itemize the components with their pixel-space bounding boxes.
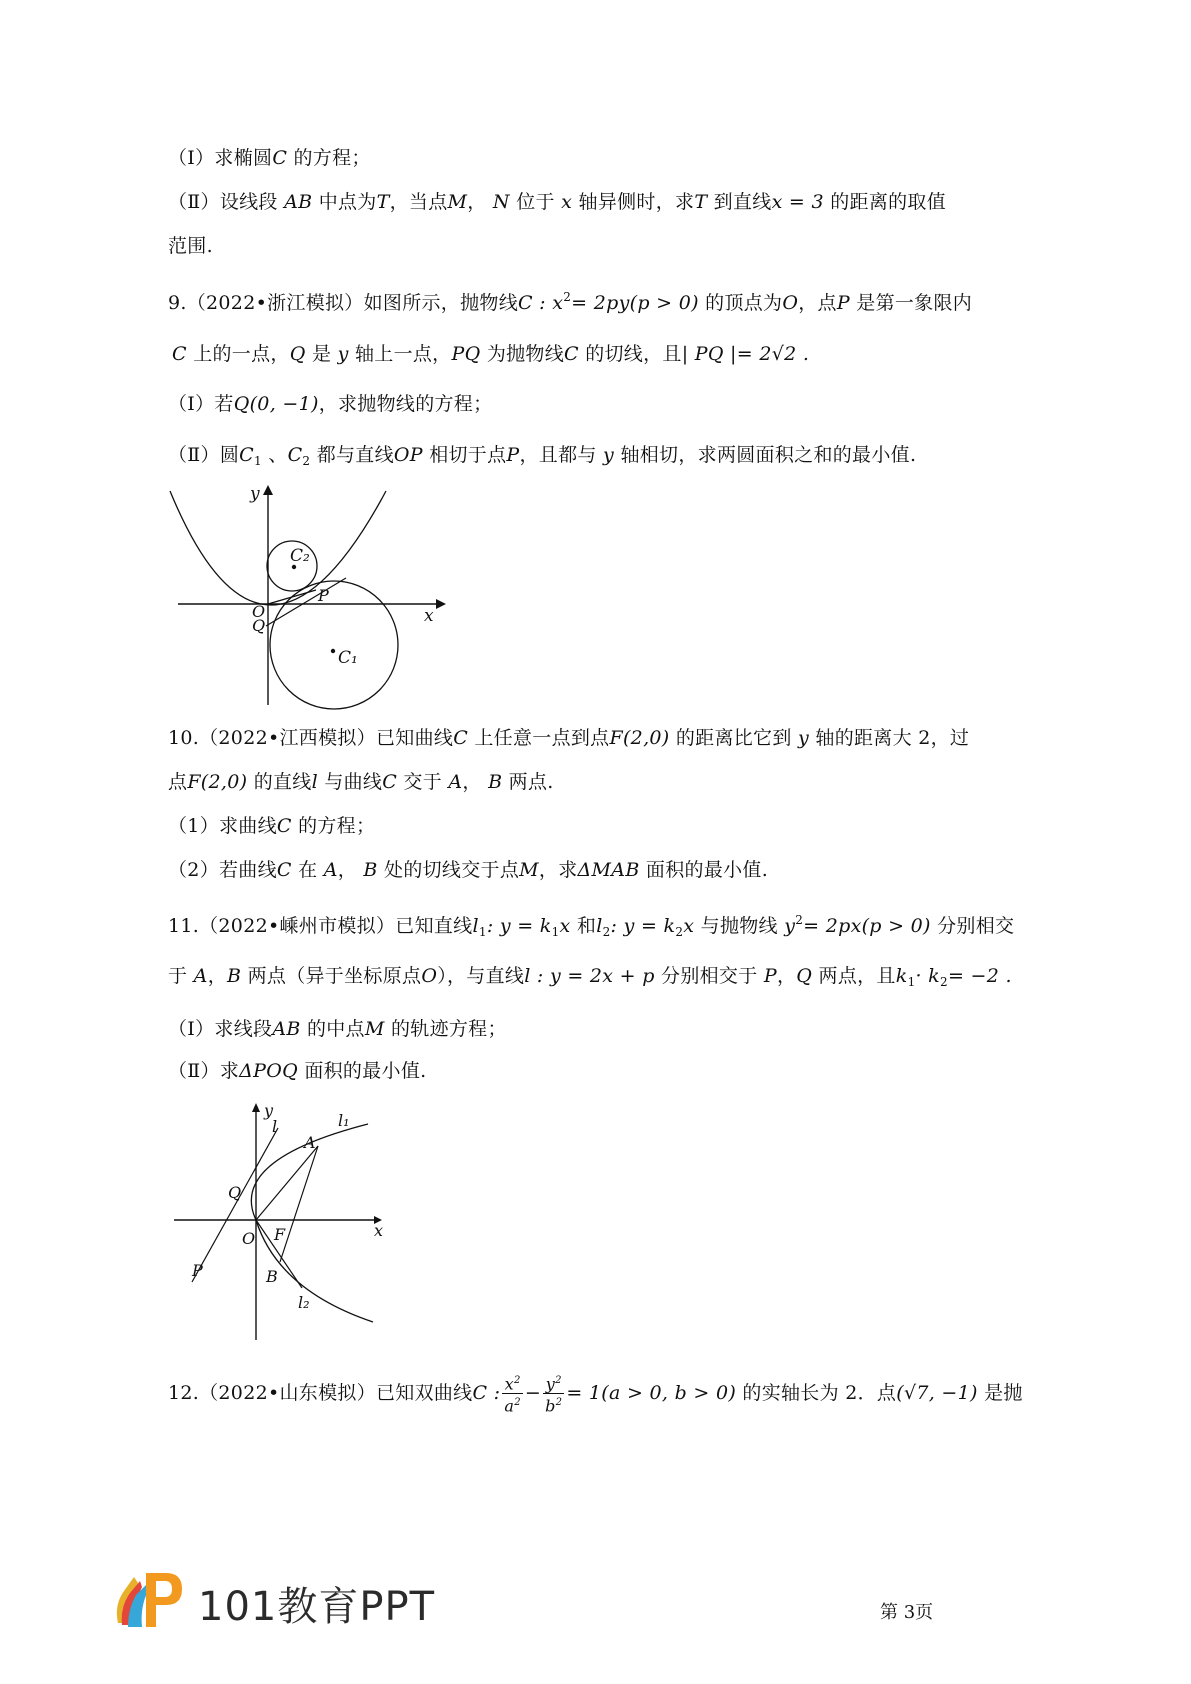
text: 与抛物线 (700, 915, 778, 937)
text: 的方程； (298, 815, 376, 837)
q11-part2 (168, 1058, 426, 1084)
q11-stem-line2 (168, 963, 1012, 995)
text: ，求抛物线的方程； (318, 393, 493, 415)
math-l1: l (472, 915, 479, 937)
math-k1: k (895, 965, 908, 987)
text: 上的一点， (193, 343, 290, 365)
text: ， (337, 859, 358, 881)
text: 、 (268, 444, 288, 466)
fraction-x2-a2: $\frac{x^2}{a^2}$ (502, 1372, 523, 1416)
math-C: C (382, 771, 398, 793)
math-B: B (227, 965, 242, 987)
math-C: C (276, 859, 292, 881)
sub-1: 1 (551, 925, 560, 939)
brand-logo-icon (110, 1565, 190, 1635)
math-x: x (504, 1374, 514, 1394)
math-C: C (172, 343, 187, 365)
q8-part2-cont (168, 233, 213, 259)
q10-stem-line1 (168, 725, 969, 751)
fig2-label-O: O (242, 1229, 256, 1248)
math-C2: C (287, 444, 303, 466)
text: 轴上一点， (354, 343, 452, 365)
text: 的切线，且 (585, 343, 682, 365)
math-P: P (763, 965, 777, 987)
math-O: O (421, 965, 438, 987)
fig2-label-B: B (266, 1267, 278, 1286)
fraction-y2-b2: $\frac{y^2}{b^2}$ (543, 1372, 564, 1416)
text: ，当点 (389, 191, 448, 213)
math-Q: Q (796, 965, 813, 987)
math-l1-eq: : y = k (486, 915, 552, 937)
text: 是第一象限内 (856, 292, 973, 314)
math-x-eq-3: x = 3 (771, 191, 824, 213)
page-number: 第 3页 (880, 1602, 934, 1623)
text: 12.（2022•山东模拟）已知双曲线 (168, 1381, 473, 1404)
text: 9.（2022•浙江模拟）如图所示，抛物线 (168, 292, 518, 314)
text: 范围. (168, 235, 213, 257)
sub-2: 2 (602, 925, 611, 939)
text: 点 (168, 771, 188, 793)
math-AB: AB (272, 1018, 301, 1040)
text: 的顶点为 (705, 292, 783, 314)
text: ，点 (798, 292, 837, 314)
math-triangle-POQ: ΔPOQ (239, 1060, 298, 1082)
math-x: x (559, 915, 571, 937)
text: 轴相切，求两圆面积之和的最小值. (620, 444, 917, 466)
math-F: F(2,0) (609, 727, 670, 749)
fig1-label-O: O (252, 602, 266, 621)
math-Q: Q (289, 343, 306, 365)
fig1-label-Q: Q (252, 616, 266, 635)
text: ， (467, 191, 487, 213)
math-a: a (504, 1396, 515, 1416)
math-l2-eq: : y = k (610, 915, 676, 937)
text: （Ⅱ）圆 (168, 444, 240, 466)
text: 10.（2022•江西模拟）已知曲线 (168, 727, 454, 749)
math-B: B (363, 859, 378, 881)
text: 的实轴长为 2．点 (742, 1381, 897, 1404)
text: （Ⅰ）求椭圆 (168, 147, 273, 169)
math-C: C (272, 147, 288, 169)
q10-part2 (168, 857, 768, 883)
math-F: F(2,0) (187, 771, 248, 793)
math-T: T (694, 191, 708, 213)
math-P: P (836, 292, 850, 314)
sub-2: 2 (302, 454, 311, 468)
text: 到直线 (713, 191, 772, 213)
figure-2-svg (168, 1100, 408, 1345)
math-T: T (376, 191, 390, 213)
figure-parabola-circles (168, 483, 448, 719)
text: ， (207, 965, 227, 987)
fig1-label-C2: C₂ (290, 546, 310, 566)
text: 在 (298, 859, 318, 881)
text: 的直线 (253, 771, 312, 793)
math-C: C (276, 815, 292, 837)
math-k-product: = −2 . (947, 965, 1012, 987)
fig2-label-A: A (304, 1133, 316, 1152)
brand-name: 101教育PPT (198, 1584, 436, 1630)
q9-part2 (168, 442, 916, 474)
text: 交于 (403, 771, 443, 793)
fig2-label-Q: Q (228, 1183, 242, 1202)
math-y: y (784, 915, 796, 937)
fig1-label-P: P (318, 586, 329, 605)
figure-1-svg (168, 483, 448, 715)
text: 是抛 (984, 1381, 1023, 1404)
math-A: A (193, 965, 208, 987)
text: 和 (576, 915, 597, 937)
fig2-label-x: x (374, 1221, 384, 1240)
math-O: O (782, 292, 799, 314)
text: （1）求曲线 (168, 815, 277, 837)
text: 处的切线交于点 (384, 859, 520, 881)
math-b: b (545, 1396, 556, 1416)
math-point: (√7, −1) (896, 1381, 978, 1404)
math-triangle-MAB: ΔMAB (577, 859, 640, 881)
text: 两点. (508, 771, 554, 793)
fig1-label-y: y (250, 484, 260, 504)
sub-1: 1 (907, 975, 916, 989)
text: 位于 (516, 191, 555, 213)
fig2-label-l: l (272, 1117, 278, 1136)
text: ，且都与 (519, 444, 597, 466)
text: 轴的距离大 2，过 (815, 727, 970, 749)
math-P: P (506, 444, 520, 466)
sub-1: 1 (253, 454, 262, 468)
math-parabola: C : x (518, 292, 564, 314)
text: 分别相交于 (661, 965, 758, 987)
text: 是 (311, 343, 332, 365)
math-PQ: PQ (451, 343, 481, 365)
math-C: C : (472, 1381, 501, 1404)
text: 面积的最小值. (645, 859, 769, 881)
fig1-label-x: x (424, 606, 434, 626)
math-M: M (519, 859, 539, 881)
q9-part1 (168, 391, 492, 417)
math-C1: C (239, 444, 254, 466)
text: 的方程； (293, 147, 371, 169)
math-x: x (561, 191, 573, 213)
math-N: N (492, 191, 510, 213)
text: 两点（异于坐标原点 (247, 965, 422, 987)
text: （Ⅰ）若 (168, 393, 234, 415)
text: 11.（2022•嵊州市模拟）已知直线 (168, 915, 473, 937)
fig2-label-l1: l₁ (338, 1111, 350, 1130)
math-pq-length: | PQ |= 2√2 . (681, 343, 810, 365)
sub-2: 2 (675, 925, 684, 939)
text: 的轨迹方程； (390, 1018, 507, 1040)
q9-stem-line1: 9.（2022•浙江模拟）如图所示，抛物线C : $x^2= 2py(p > 0)$ 的顶点为O，点P 是第一象限内 (168, 290, 973, 314)
math-M: M (447, 191, 468, 213)
math-parabola-rhs: = 2px(p > 0) (803, 915, 931, 937)
math-y: y (603, 444, 615, 466)
text: 分别相交 (937, 915, 1015, 937)
text: 的中点 (306, 1018, 365, 1040)
text: 为抛物线 (486, 343, 565, 365)
q11-part1 (168, 1016, 507, 1042)
text: ， (776, 965, 797, 987)
figure-lines-parabola (168, 1100, 408, 1349)
fig2-label-y: y (264, 1101, 274, 1120)
fig2-label-l2: l₂ (298, 1293, 310, 1312)
q10-stem-line2 (168, 769, 554, 795)
math-l: l (311, 771, 318, 793)
text: 都与直线 (316, 444, 394, 466)
math-C: C (453, 727, 469, 749)
text: （Ⅱ）求 (168, 1060, 240, 1082)
math-y: y (798, 727, 810, 749)
fig2-label-F: F (274, 1225, 286, 1244)
math-y: y (337, 343, 349, 365)
math-parabola-rhs: = 2py(p > 0) (571, 292, 699, 314)
sub-2: 2 (940, 975, 948, 989)
fig2-label-P: P (192, 1261, 203, 1280)
text: 与曲线 (324, 771, 383, 793)
text: ， (462, 771, 482, 793)
math-line-l: l : y = 2x + p (524, 965, 655, 987)
text: 于 (168, 965, 188, 987)
text: （Ⅱ）设线段 (168, 191, 278, 213)
math-hyperbola-rhs: = 1(a > 0, b > 0) (566, 1381, 737, 1404)
q10-part1 (168, 813, 375, 839)
math-k2: · k (915, 965, 940, 987)
q12-stem-line1: 12.（2022•山东模拟）已知双曲线C : $\frac{x^2}{a^2}$ − $\frac{y^2}{b^2}$ = 1(a > 0, b > 0) 的实轴长为 2．点(√7, −1) 是抛 (168, 1372, 1023, 1416)
math-x: x (683, 915, 695, 937)
math-M: M (364, 1018, 385, 1040)
text: 面积的最小值. (304, 1060, 427, 1082)
math-l2: l (596, 915, 603, 937)
text: ，求 (538, 859, 578, 881)
math-B: B (488, 771, 503, 793)
math-C: C (564, 343, 579, 365)
math-A: A (323, 859, 338, 881)
fig1-label-C1: C₁ (338, 648, 358, 668)
text: 中点为 (318, 191, 377, 213)
math-y: y (545, 1374, 556, 1394)
text: 相切于点 (429, 444, 507, 466)
text: ），与直线 (437, 965, 525, 987)
math-Q0: Q(0, −1) (233, 393, 319, 415)
q11-stem-line1: 11.（2022•嵊州市模拟）已知直线$l_1$: $y = k_1x$ 和$l_2$: $y = k_2x$ 与抛物线 $y^2= 2px(p > 0)$ 分别相交 (168, 913, 1015, 939)
text: 上任意一点到点 (474, 727, 610, 749)
math-AB: AB (284, 191, 313, 213)
text: （2）若曲线 (168, 859, 277, 881)
text: 轴异侧时，求 (578, 191, 695, 213)
text: 两点，且 (818, 965, 896, 987)
sub-1: 1 (478, 925, 487, 939)
text: 的距离的取值 (830, 191, 947, 213)
q9-stem-line2 (172, 341, 809, 367)
q8-part2 (168, 189, 946, 215)
text: （Ⅰ）求线段 (168, 1018, 273, 1040)
q8-part1 (168, 145, 371, 171)
text: 的距离比它到 (675, 727, 792, 749)
math-OP: OP (393, 444, 423, 466)
math-A: A (448, 771, 463, 793)
